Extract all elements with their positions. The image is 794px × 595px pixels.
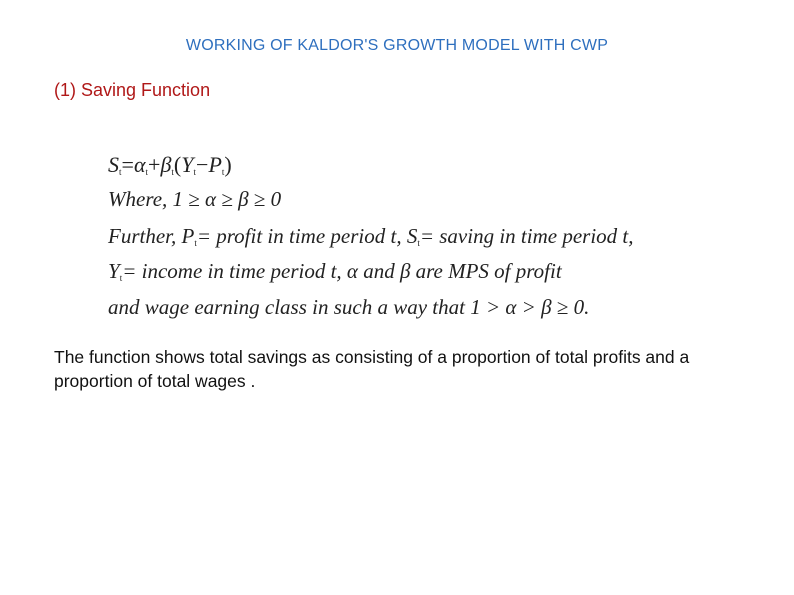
eq-subscript-t: t (119, 167, 122, 177)
eq-subscript-t: t (193, 167, 197, 177)
equation-definition-line-1 (108, 224, 634, 249)
eq-symbol-s: S (108, 152, 119, 177)
definition-saving: = saving in time period t, (419, 224, 634, 248)
eq-subscript-t: t (194, 238, 197, 248)
section-heading: (1) Saving Function (54, 80, 211, 100)
eq-right-paren: ) (224, 152, 232, 177)
eq-symbol-y: Y (181, 152, 194, 177)
eq-plus: + (148, 152, 161, 177)
eq-left-paren: ( (173, 152, 182, 177)
eq-subscript-t: t (417, 238, 420, 248)
definition-further: Further, P (108, 224, 195, 248)
eq-equals: = (121, 152, 134, 177)
eq-subscript-t: t (171, 167, 174, 177)
equation-definition-line-2 (108, 259, 562, 284)
definition-y: Y (108, 259, 120, 283)
eq-subscript-t: t (145, 167, 149, 177)
eq-beta: β (160, 152, 172, 177)
eq-minus: − (196, 152, 209, 177)
eq-subscript-t: t (119, 273, 123, 283)
slide-title: WORKING OF KALDOR'S GROWTH MODEL WITH CWP (185, 37, 609, 54)
eq-subscript-t: t (221, 167, 225, 177)
definition-s: S (406, 224, 418, 248)
eq-alpha: α (133, 152, 146, 177)
saving-function-equation (108, 152, 232, 178)
explanation-paragraph: The function shows total savings as consisting of a proportion of total profits and a proportion of total wages . (54, 347, 690, 391)
eq-symbol-p: P (208, 152, 222, 177)
definition-income: = income in time period t, α and β are MPS of profit (122, 259, 562, 283)
equation-condition-line: Where, 1 ≥ α ≥ β ≥ 0 (108, 187, 282, 211)
equation-definition-line-3: and wage earning class in such a way that 1 > α > β ≥ 0. (108, 295, 590, 319)
definition-profit: = profit in time period t, (196, 224, 407, 248)
